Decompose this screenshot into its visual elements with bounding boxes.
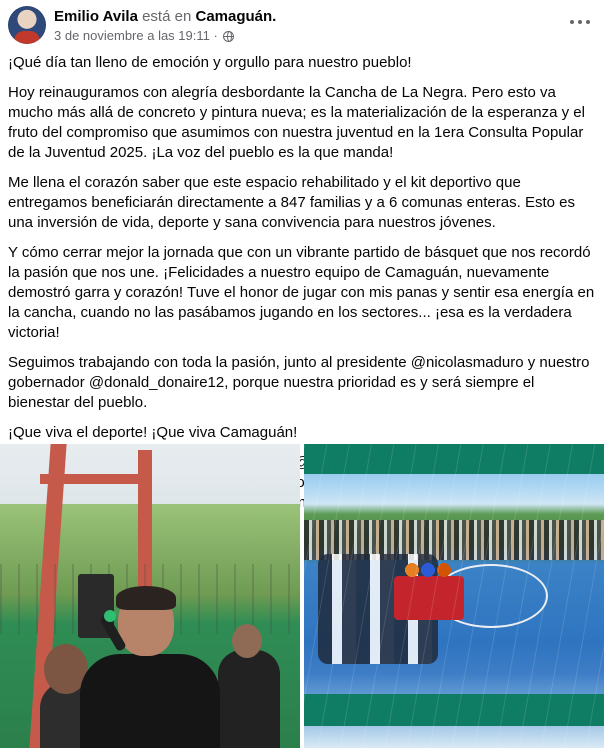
more-options-button[interactable] (566, 12, 594, 32)
post-paragraph-5: Seguimos trabajando con toda la pasión, junto al presidente @nicolasmaduro y nuestro gobernador @donald_donaire12, porque nuestra prioridad es y será siempre el bienestar del pueblo. (8, 354, 590, 411)
photo-detail (232, 624, 262, 658)
post-paragraph-6: ¡Que viva el deporte! ¡Que viva Camaguán! (8, 424, 298, 441)
location-name[interactable]: Camaguán. (195, 8, 277, 25)
photo-detail (404, 562, 454, 578)
photo-detail (218, 650, 280, 748)
more-dot-3 (586, 20, 590, 24)
author-avatar[interactable] (8, 6, 46, 44)
post-photos (0, 444, 604, 748)
author-name[interactable]: Emilio Avila (54, 8, 138, 25)
photo-detail (40, 474, 152, 484)
photo-detail (304, 444, 604, 474)
photo-detail (116, 586, 176, 610)
post-timestamp[interactable]: 3 de noviembre a las 19:11 (54, 28, 210, 43)
author-line (54, 8, 276, 26)
meta-separator: · (213, 28, 218, 43)
photo-speaker-with-microphone[interactable] (0, 444, 300, 748)
post-header (8, 6, 598, 46)
more-dot-2 (578, 20, 582, 24)
photo-basketball-court-crowd[interactable] (304, 444, 604, 748)
location-connector: está en (142, 8, 192, 25)
post-paragraph-2: Hoy reinauguramos con alegría desbordante la Cancha de La Negra. Pero esto va mucho más allá de concreto y pintura nueva; es la materialización de la esperanza y el fruto del compromiso que asumimos con nuestra juventud en la 1era Consulta Popular de la Juventud 2025. ¡La voz del pueblo es la que manda! (8, 84, 585, 161)
post-meta (54, 28, 234, 44)
photo-detail (304, 694, 604, 726)
photo-detail (80, 654, 220, 748)
post-paragraph-1: ¡Qué día tan lleno de emoción y orgullo para nuestro pueblo! (8, 54, 412, 71)
photo-detail (104, 610, 116, 622)
post-paragraph-4: Y cómo cerrar mejor la jornada que con un vibrante partido de básquet que nos recordó la pasión que nos une. ¡Felicidades a nuestro equipo de Camaguán, nuevamente demostró garra y corazón! Tuve el honor de jugar con mis panas y sentir esa energía en la cancha, cuando no las pasábamos jugando en los sectores... ¡esa es la verdadera victoria! (8, 244, 595, 341)
globe-icon[interactable] (223, 31, 234, 42)
photo-detail (394, 576, 464, 620)
more-horizontal-icon (570, 20, 574, 24)
post-paragraph-3: Me llena el corazón saber que este espacio rehabilitado y el kit deportivo que entregamos beneficiarán directamente a 847 familias y a 6 comunas enteras. Esto es una inversión de vida, deporte y sana convivencia para nuestros jóvenes. (8, 174, 575, 231)
